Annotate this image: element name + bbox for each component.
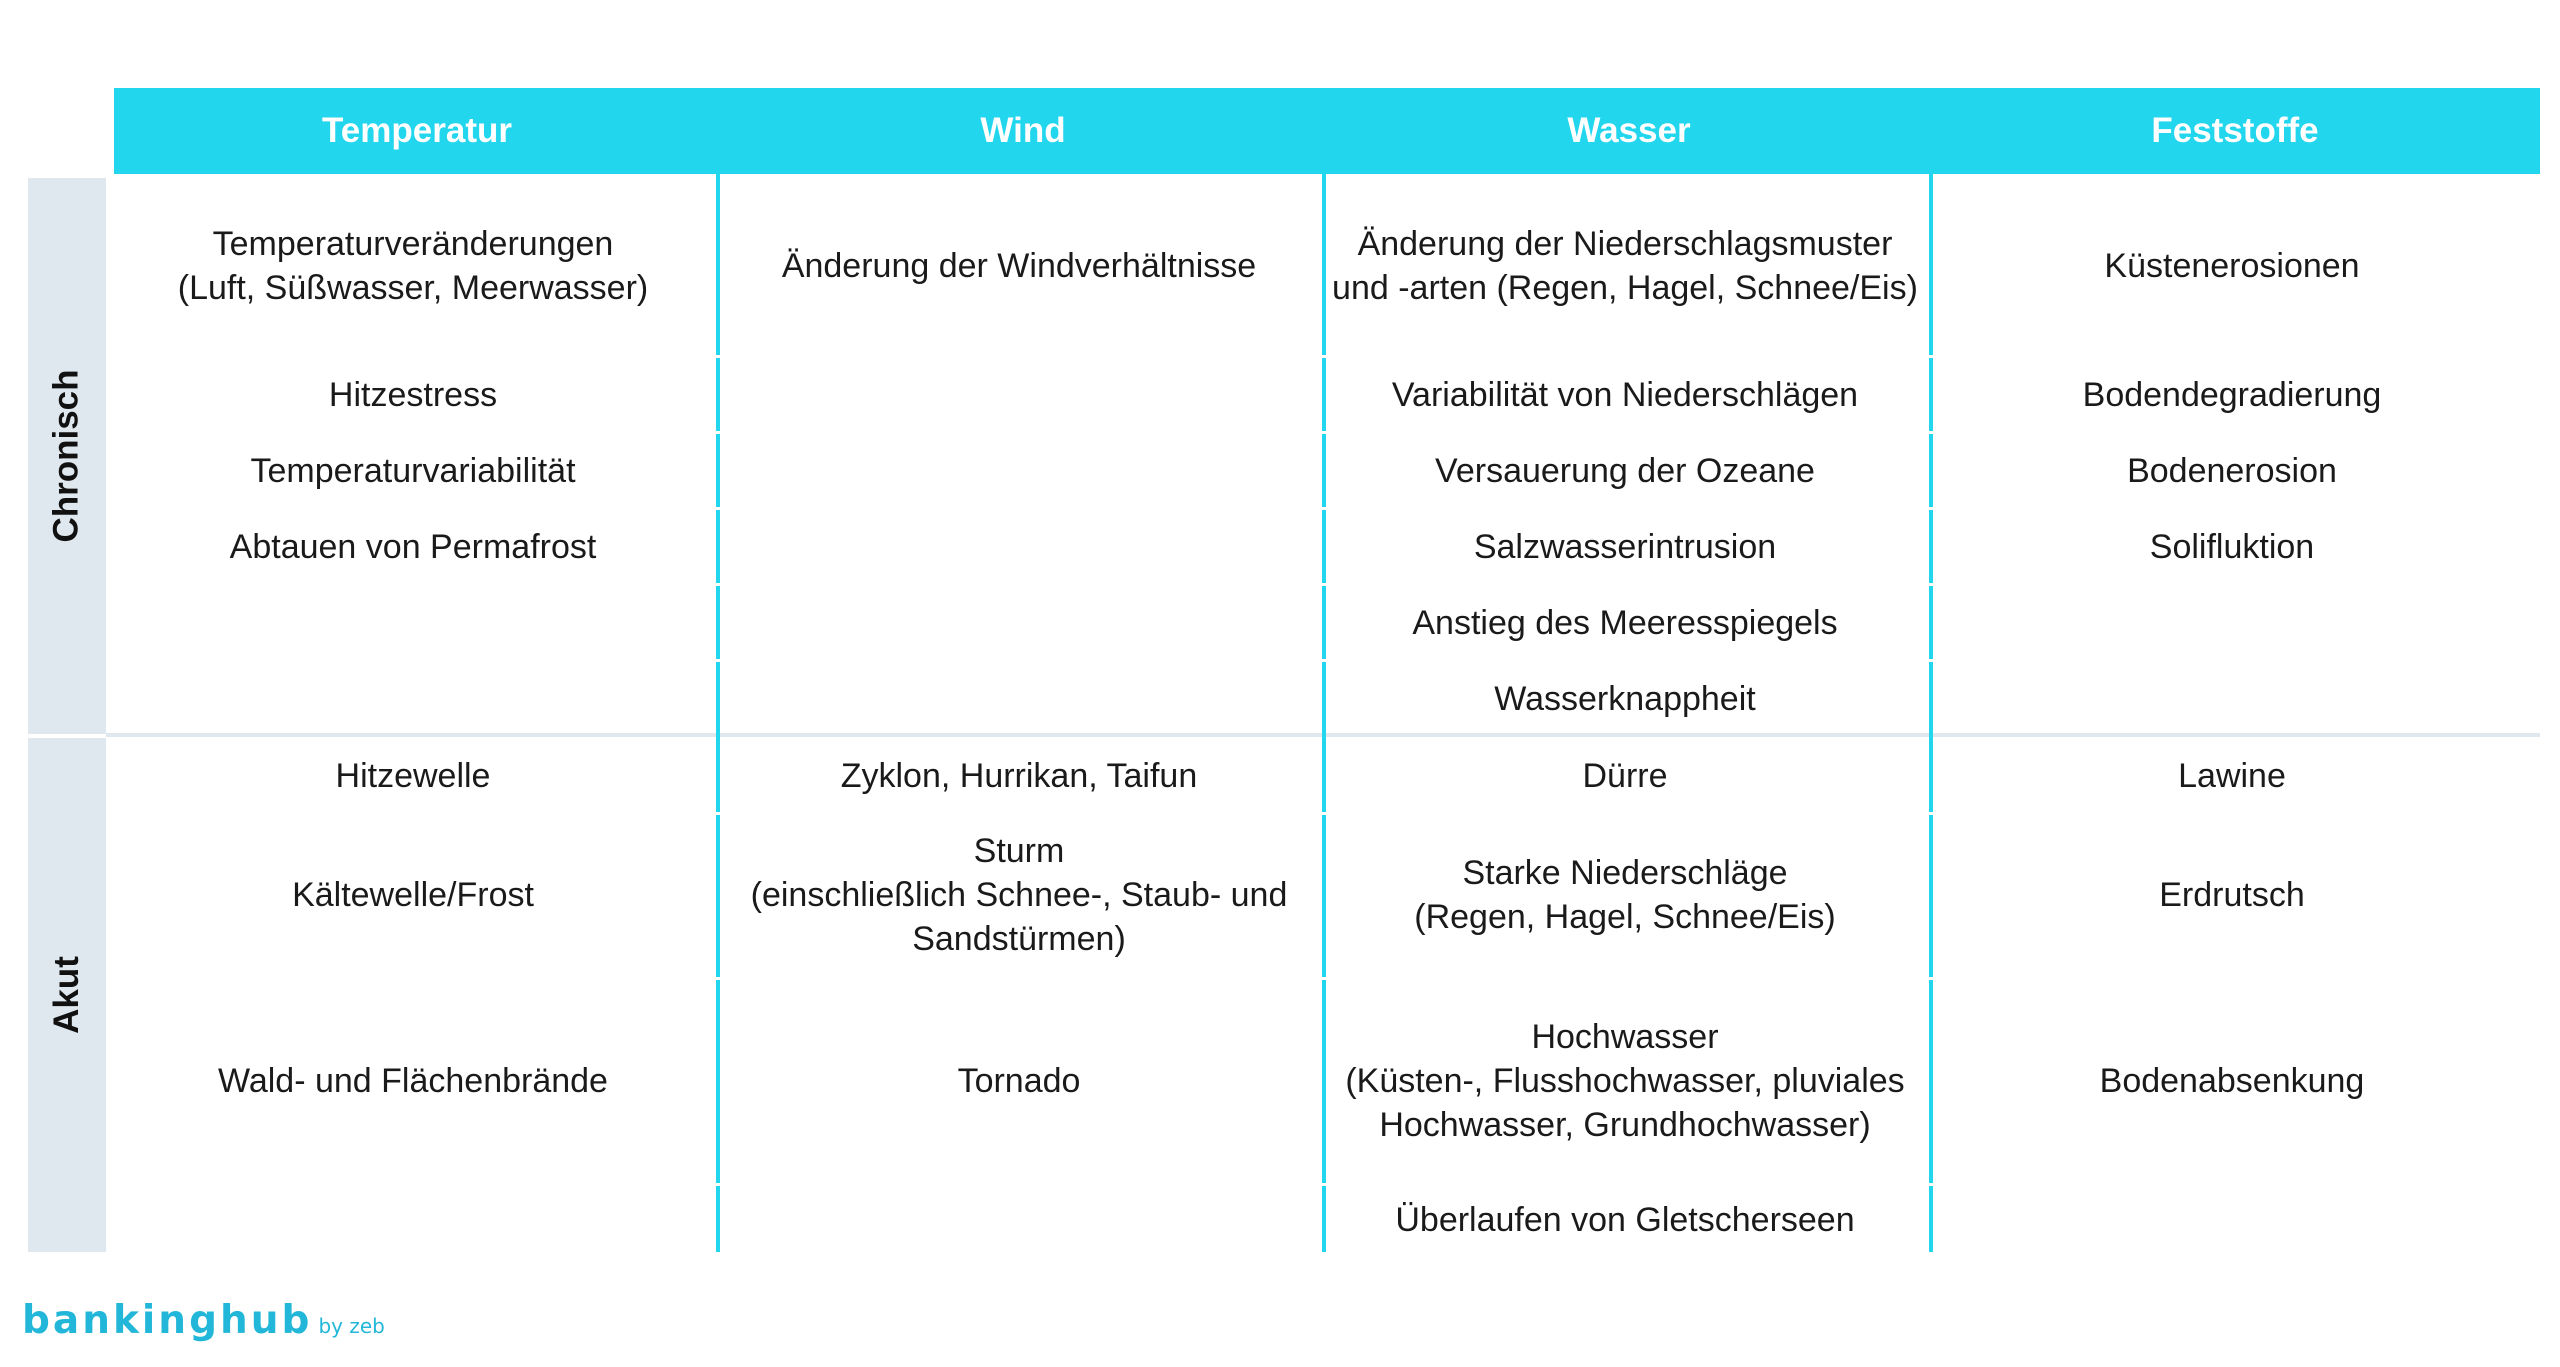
divider-gap: [1929, 583, 1933, 586]
table-cell: Starke Niederschläge (Regen, Hagel, Schnee/Eis): [1414, 854, 1836, 936]
table-cell: Änderung der Niederschlagsmuster und -arten (Regen, Hagel, Schnee/Eis): [1332, 225, 1918, 307]
divider-gap: [1322, 507, 1326, 510]
table-cell: Hitzestress: [328, 376, 498, 414]
divider-gap: [716, 583, 720, 586]
divider-gap: [1322, 659, 1326, 662]
table-cell: Tornado: [957, 1062, 1081, 1100]
table-cell: Dürre: [1582, 757, 1668, 795]
logo-byline: by zeb: [318, 1314, 385, 1338]
divider-gap: [1929, 507, 1933, 510]
divider-gap: [1929, 977, 1933, 980]
table-cell: Anstieg des Meeresspiegels: [1412, 604, 1838, 642]
divider-gap: [1322, 812, 1326, 815]
column-header-temperatur: Temperatur: [322, 111, 512, 150]
table-cell: Temperaturveränderungen (Luft, Süßwasser, Meerwasser): [177, 225, 649, 307]
table-cell: Solifluktion: [2149, 528, 2315, 566]
divider-gap: [1322, 1183, 1326, 1186]
divider-gap: [716, 355, 720, 358]
table-cell: Bodendegradierung: [2082, 376, 2382, 414]
table-cell: Hitzewelle: [335, 757, 491, 795]
row-group-chronisch: [28, 178, 106, 734]
divider-gap: [1929, 1183, 1933, 1186]
table-cell: Variabilität von Niederschlägen: [1391, 376, 1859, 414]
table-cell: Hochwasser (Küsten-, Flusshochwasser, pluviales Hochwasser, Grundhochwasser): [1345, 1018, 1905, 1144]
table-cell: Änderung der Windverhältnisse: [781, 247, 1257, 285]
table-cell: Bodenabsenkung: [2099, 1062, 2365, 1100]
table-cell: Wald- und Flächenbrände: [218, 1062, 608, 1100]
table-cell: Zyklon, Hurrikan, Taifun: [840, 757, 1198, 795]
divider-gap: [716, 1183, 720, 1186]
divider-gap: [1929, 431, 1933, 434]
column-header-feststoffe: Feststoffe: [2151, 111, 2319, 150]
table-cell: Küstenerosionen: [2104, 247, 2360, 285]
divider-gap: [1322, 583, 1326, 586]
divider-gap: [1929, 659, 1933, 662]
table-cell: Versauerung der Ozeane: [1435, 452, 1815, 490]
divider-gap: [716, 431, 720, 434]
divider-gap: [1322, 977, 1326, 980]
bankinghub-logo: [22, 1298, 385, 1343]
divider-gap: [1929, 355, 1933, 358]
divider-gap: [716, 507, 720, 510]
table-cell: Wasserknappheit: [1494, 680, 1756, 718]
table-cell: Kältewelle/Frost: [292, 876, 534, 914]
divider-gap: [716, 659, 720, 662]
table-cell: Lawine: [2178, 757, 2286, 795]
column-header-wasser: Wasser: [1567, 111, 1691, 150]
divider-gap: [716, 977, 720, 980]
table-cell: Abtauen von Permafrost: [229, 528, 597, 566]
row-group-label-akut: Akut: [47, 956, 86, 1034]
table-cell: Salzwasserintrusion: [1473, 528, 1777, 566]
column-header-wind: Wind: [980, 111, 1066, 150]
table-cell: Sturm (einschließlich Schnee-, Staub- und Sandstürmen): [750, 832, 1288, 958]
divider-gap: [1322, 355, 1326, 358]
logo-wordmark: bankinghub: [22, 1298, 313, 1343]
table-cell: Bodenerosion: [2127, 452, 2337, 490]
row-group-label-chronisch: Chronisch: [47, 369, 87, 543]
row-group-akut: [28, 738, 106, 1252]
divider-gap: [1322, 431, 1326, 434]
table-cell: Temperaturvariabilität: [250, 452, 576, 490]
divider-gap: [1929, 812, 1933, 815]
table-cell: Erdrutsch: [2159, 876, 2305, 914]
divider-gap: [716, 812, 720, 815]
table-cell: Überlaufen von Gletscherseen: [1395, 1201, 1855, 1239]
